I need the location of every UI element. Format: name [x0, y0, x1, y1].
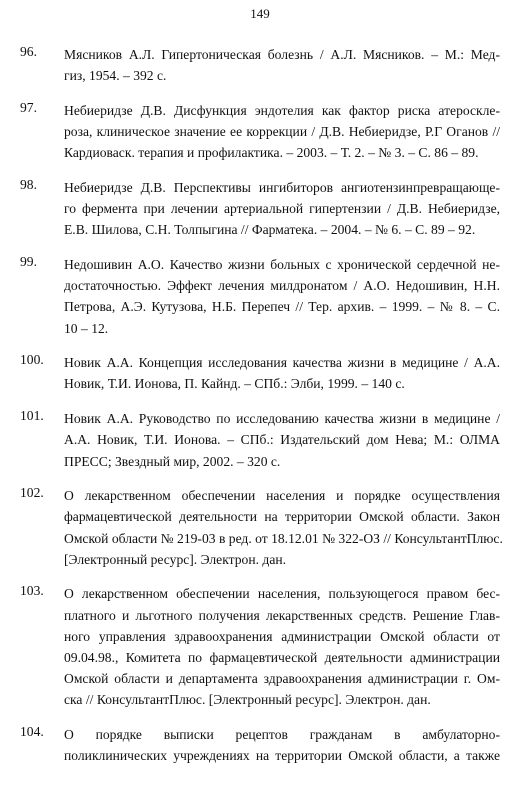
reference-line: Новик А.А. Руководство по исследованию качества жизни в медицине /	[64, 411, 500, 427]
reference-line: Новик А.А. Концепция исследования качества жизни в медицине / А.А.	[64, 355, 500, 371]
reference-line: Петрова, А.Э. Кутузова, Н.Б. Перепеч // Тер. архив. – 1999. – № 8. – С.	[64, 299, 500, 315]
reference-item	[20, 583, 500, 710]
reference-line: Омской области и департамента здравоохранения администрации г. Ом-	[64, 671, 500, 687]
reference-item	[20, 352, 500, 394]
reference-line: Недошивин А.О. Качество жизни больных с хронической сердечной не-	[64, 257, 500, 272]
reference-line: достаточностью. Эффект лечения милдронатом / А.О. Недошивин, Н.Н.	[64, 278, 500, 294]
reference-line: Кардиоваск. терапия и профилактика. – 2003. – Т. 2. – № 3. – С. 86 – 89.	[64, 145, 479, 161]
reference-line: платного и льготного получения лекарственных средств. Решение Глав-	[64, 607, 500, 623]
reference-line: поликлинических учреждениях на территории Омской области, а также	[64, 748, 500, 764]
reference-number: 104.	[20, 724, 44, 740]
page-number: 149	[250, 6, 270, 21]
reference-line: О лекарственном обеспечении населения и порядке осуществления	[64, 488, 500, 504]
reference-line: го фермента при лечении артериальной гипертензии / Д.В. Небиеридзе,	[64, 201, 500, 217]
reference-line: ПРЕСС; Звездный мир, 2002. – 320 с.	[64, 453, 281, 469]
reference-line: Омской области № 219-03 в ред. от 18.12.01 № 322-ОЗ // КонсультантПлюс.	[64, 530, 503, 546]
reference-number: 103.	[20, 583, 44, 599]
reference-item	[20, 44, 500, 86]
reference-number: 96.	[20, 44, 37, 59]
reference-item	[20, 100, 500, 164]
reference-number: 101.	[20, 408, 44, 424]
reference-line: роза, клиническое значение ее коррекции / Д.В. Небиеридзе, Р.Г Оганов //	[64, 124, 500, 140]
reference-item	[20, 724, 500, 766]
reference-number: 97.	[20, 99, 37, 115]
reference-number: 98.	[20, 176, 37, 192]
reference-line: гиз, 1954. – 392 с.	[64, 68, 167, 84]
reference-line: ска // КонсультантПлюс. [Электронный ресурс]. Электрон. дан.	[64, 692, 431, 708]
reference-line: 09.04.98., Комитета по фармацевтической деятельности администрации	[64, 650, 500, 665]
reference-item	[20, 177, 500, 241]
reference-line: О лекарственном обеспечении населения, пользующегося правом бес-	[64, 586, 500, 602]
reference-line: Е.В. Шилова, С.Н. Толпыгина // Фарматека. – 2004. – № 6. – С. 89 – 92.	[64, 222, 476, 238]
reference-number: 102.	[20, 485, 44, 501]
reference-line: 10 – 12.	[64, 320, 109, 336]
reference-line: ного управления здравоохранения администрации Омской области от	[64, 628, 500, 644]
reference-line: фармацевтической деятельности на территории Омской области. Закон	[64, 509, 500, 525]
reference-line: Новик, Т.И. Ионова, П. Кайнд. – СПб.: Элби, 1999. – 140 с.	[64, 376, 405, 392]
reference-line: Небиеридзе Д.В. Перспективы ингибиторов ангиотензинпревращающе-	[64, 179, 500, 195]
reference-line: О порядке выписки рецептов гражданам в амбулаторно-	[64, 727, 500, 743]
reference-item	[20, 254, 500, 339]
reference-item	[20, 485, 503, 570]
reference-line: А.А. Новик, Т.И. Ионова. – СПб.: Издательский дом Нева; М.: ОЛМА	[64, 432, 500, 448]
reference-list	[20, 44, 503, 766]
reference-number: 99.	[20, 254, 37, 269]
reference-line: Мясников А.Л. Гипертоническая болезнь / А.Л. Мясников. – М.: Мед-	[64, 47, 500, 62]
reference-item	[20, 408, 500, 472]
reference-line: [Электронный ресурс]. Электрон. дан.	[64, 551, 287, 567]
reference-line: Небиеридзе Д.В. Дисфункция эндотелия как фактор риска атероскле-	[64, 102, 500, 118]
reference-number: 100.	[20, 352, 44, 368]
